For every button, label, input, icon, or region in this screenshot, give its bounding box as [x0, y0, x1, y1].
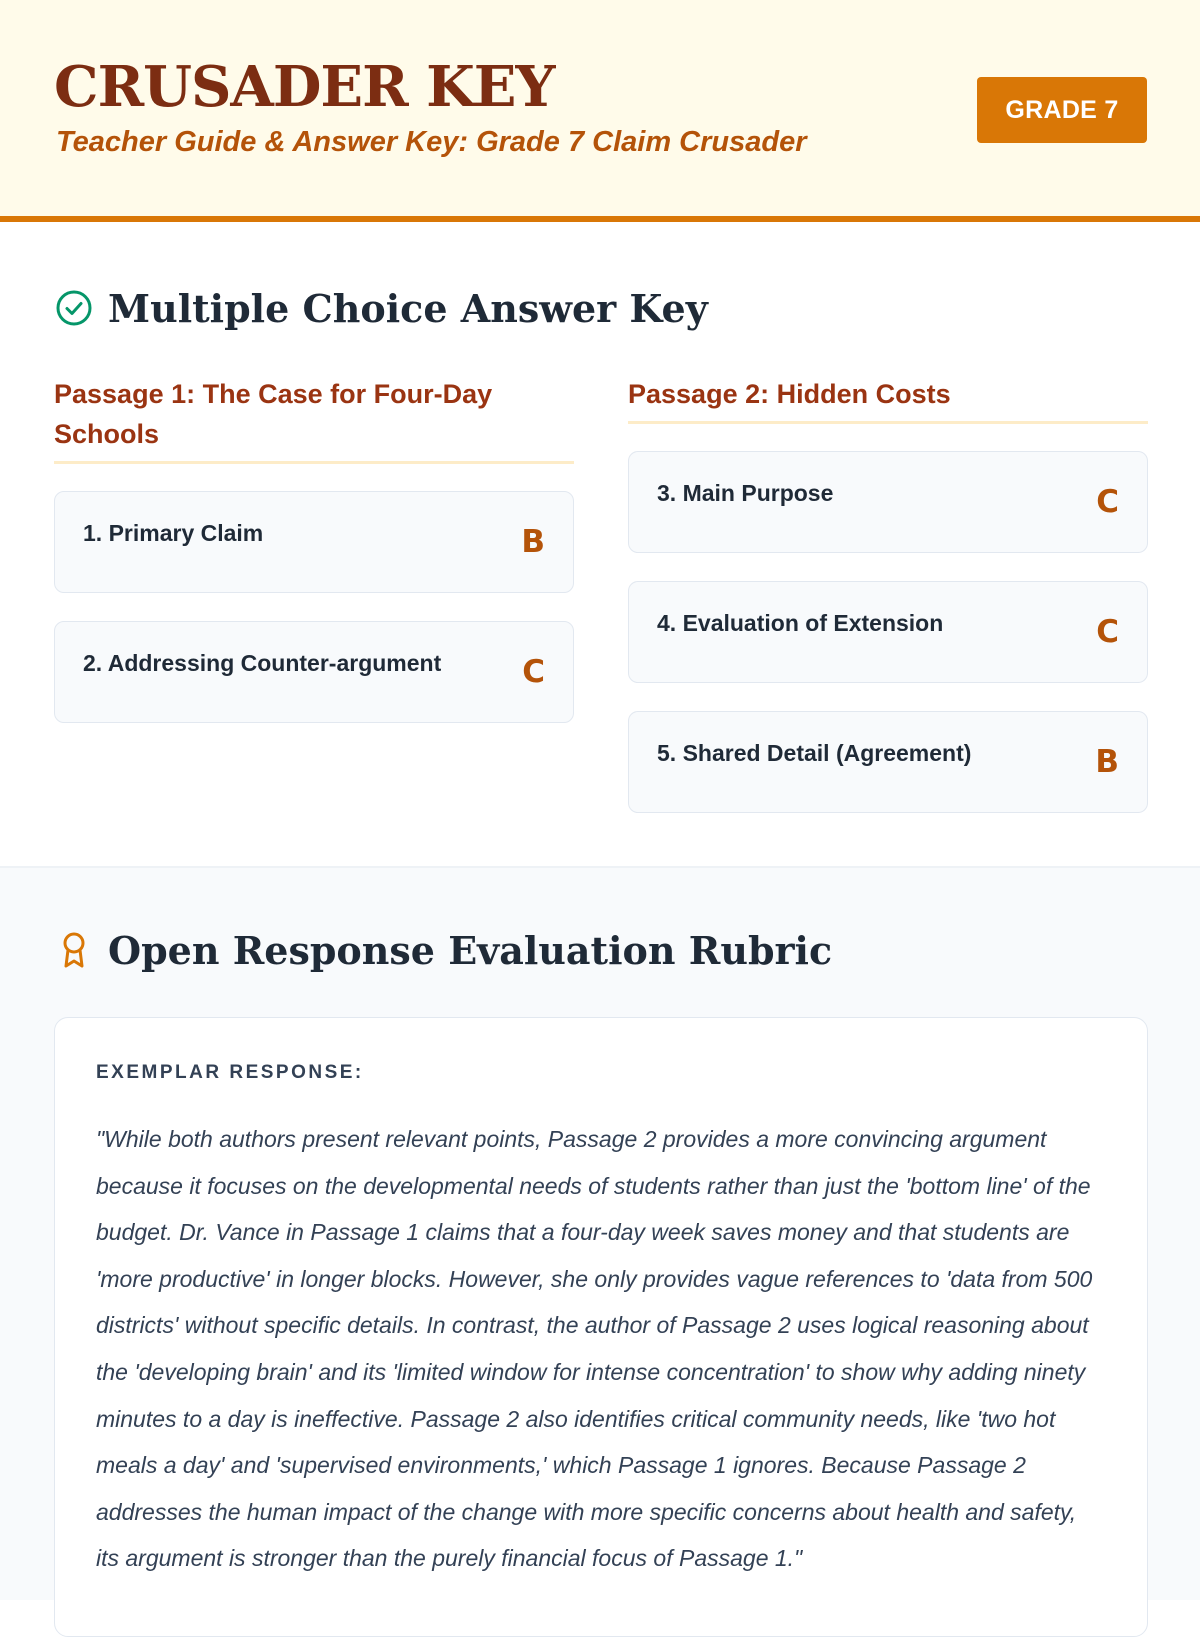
question-label: 1. Primary Claim — [83, 520, 264, 546]
answer-card — [628, 451, 1148, 553]
question-label: 3. Main Purpose — [657, 480, 834, 506]
page-subtitle: Teacher Guide & Answer Key: Grade 7 Claim Crusader — [56, 126, 807, 158]
answer-card — [54, 621, 574, 723]
answer-card — [628, 711, 1148, 813]
award-ribbon-icon — [54, 930, 94, 970]
question-answer: B — [521, 524, 545, 560]
rubric-heading — [54, 924, 832, 976]
exemplar-label: EXEMPLAR RESPONSE: — [96, 1062, 364, 1083]
grade-badge: GRADE 7 — [977, 77, 1147, 143]
question-answer: C — [1096, 484, 1119, 520]
answer-card — [628, 581, 1148, 683]
page-title: CRUSADER KEY — [54, 54, 555, 120]
rubric-heading-text: Open Response Evaluation Rubric — [108, 927, 833, 973]
question-answer: B — [1095, 744, 1119, 780]
question-answer: C — [1096, 614, 1119, 650]
question-label: 4. Evaluation of Extension — [657, 610, 944, 636]
exemplar-text: "While both authors present relevant points, Passage 2 provides a more convincing argument because it focuses on the developmental needs of students rather than just the 'bottom line' of the budget. Dr. Vance in Passage 1 claims that a four-day week saves money and that students are 'more productive' in longer blocks. However, she only provides vague references to 'data from 500 districts' without specific details. In contrast, the author of Passage 2 uses logical reasoning about the 'developing brain' and its 'limited window for intense concentration' to show why adding ninety minutes to a day is ineffective. Passage 2 also identifies critical community needs, like 'two hot meals a day' and 'supervised environments,' which Passage 1 ignores. Because Passage 2 addresses the human impact of the change with more specific concerns about health and safety, its argument is stronger than the purely financial focus of Passage 1." — [96, 1126, 1093, 1572]
check-circle-icon — [54, 288, 94, 328]
passage-2-title: Passage 2: Hidden Costs — [628, 374, 1148, 424]
answer-card — [54, 491, 574, 593]
multiple-choice-heading-text: Multiple Choice Answer Key — [108, 285, 708, 331]
page-header — [0, 0, 1200, 222]
question-label: 2. Addressing Counter-argument — [83, 650, 442, 676]
exemplar-card — [54, 1017, 1148, 1637]
question-answer: C — [522, 654, 545, 690]
passage-1-title: Passage 1: The Case for Four-Day Schools — [54, 374, 574, 464]
multiple-choice-heading — [54, 282, 708, 334]
question-label: 5. Shared Detail (Agreement) — [657, 740, 972, 766]
